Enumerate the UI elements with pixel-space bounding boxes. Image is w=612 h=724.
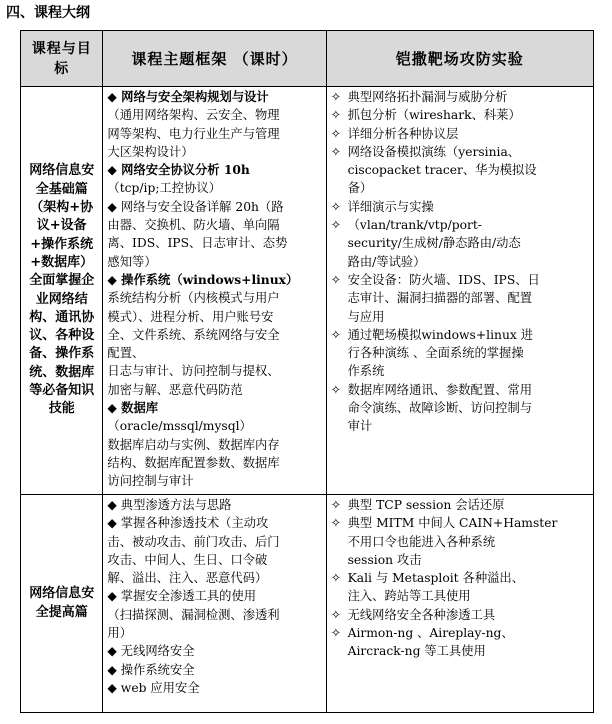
topic-line: 感知等） — [107, 254, 157, 269]
lab-text: 安全设备：防火墙、IDS、IPS、日 — [347, 272, 540, 287]
diamond-bullet-icon: ✧ — [330, 144, 341, 159]
topic-line: 日志与审计、访问控制与提权、 — [107, 364, 280, 379]
lab-text: 数据库网络通讯、参数配置、常用 — [347, 382, 533, 397]
lab-text: 网络设备模拟演练（yersinia、 — [347, 144, 521, 159]
lab-text: 注入、跨站等工具使用 — [347, 589, 471, 604]
topic-line: 模式）、进程分析、用户账号安 — [107, 309, 274, 324]
lab-line — [331, 362, 589, 380]
lab-line — [331, 417, 589, 435]
lab-text: 详细演示与实操 — [347, 199, 434, 214]
topic-line: ◆ 掌握各种渗透技术（主动攻 — [107, 516, 269, 531]
lab-text: 志审计、漏洞扫描器的部署、配置 — [347, 291, 533, 306]
lab-line — [331, 143, 589, 161]
lab-line — [331, 271, 589, 289]
lab-text: 详细分析各种协议层 — [347, 126, 459, 141]
lab-text: 通过靶场模拟windows+linux 进 — [347, 327, 533, 342]
lab-text: 备） — [347, 181, 373, 196]
topic-line: 解、溢出、注入、恶意代码） — [107, 571, 268, 586]
topic-line: （tcp/ip;工控协议） — [107, 181, 221, 196]
topic-line: 离、IDS、IPS、日志审计、态势 — [107, 236, 288, 251]
row2-labs — [326, 495, 593, 713]
course-outline-table — [20, 30, 594, 713]
lab-text: 作系统 — [347, 364, 385, 379]
lab-line — [331, 606, 589, 624]
lab-text: 审计 — [347, 419, 373, 434]
lab-line — [331, 514, 589, 532]
lab-line — [331, 234, 589, 252]
diamond-bullet-icon: ✧ — [330, 126, 341, 141]
lab-text: （vlan/trank/vtp/port- — [347, 218, 482, 233]
lab-line — [331, 587, 589, 605]
lab-text: Airmon-ng 、Aireplay-ng、 — [347, 626, 514, 641]
row2-topics — [103, 495, 326, 713]
topic-line: ◆ 操作系统安全 — [107, 662, 195, 677]
topic-line: （扫描探测、漏洞检测、渗透利 — [107, 607, 280, 622]
lab-text: Aircrack-ng 等工具使用 — [347, 644, 486, 659]
diamond-bullet-icon: ✧ — [330, 108, 341, 123]
lab-line — [331, 106, 589, 124]
topic-line: 击、被动攻击、前门攻击、后门 — [107, 534, 280, 549]
section-title: 四、课程大纲 — [6, 5, 90, 21]
lab-line — [331, 289, 589, 307]
lab-line — [331, 198, 589, 216]
topic-line: 网等架构、电力行业生产与管理 — [107, 126, 280, 141]
lab-text: 典型 MITM 中间人 CAIN+Hamster — [347, 516, 558, 531]
topic-line: ◆ 无线网络安全 — [107, 644, 195, 659]
header-course-topics: 课程主题框架 （课时） — [103, 31, 326, 87]
lab-line — [331, 161, 589, 179]
topic-line: （通用网络架构、云安全、物理 — [107, 108, 280, 123]
topic-line: 访问控制与审计 — [107, 474, 194, 489]
row1-topics — [103, 87, 326, 495]
lab-line — [331, 496, 589, 514]
lab-line — [331, 533, 589, 551]
lab-line — [331, 125, 589, 143]
diamond-bullet-icon: ✧ — [330, 218, 341, 233]
lab-text: Kali 与 Metasploit 各种溢出、 — [347, 571, 525, 586]
lab-line — [331, 642, 589, 660]
topic-line: ◆ 典型渗透方法与思路 — [107, 498, 232, 512]
lab-line — [331, 326, 589, 344]
diamond-bullet-icon: ✧ — [330, 607, 341, 622]
lab-text: 命令演练、故障诊断、访问控制与 — [347, 401, 533, 416]
diamond-bullet-icon: ✧ — [330, 382, 341, 397]
lab-text: 典型 TCP session 会话还原 — [347, 498, 505, 512]
topic-line: 用） — [107, 626, 133, 641]
lab-text: 典型网络拓扑漏洞与威胁分析 — [347, 90, 508, 104]
header-course-goal: 课程与目标 — [21, 31, 103, 87]
lab-text: session 攻击 — [347, 552, 422, 567]
lab-line — [331, 253, 589, 271]
topic-line: 系统结构分析（内核模式与用户 — [107, 291, 280, 306]
lab-line — [331, 624, 589, 642]
lab-text: 行各种演练 、全面系统的掌握操 — [347, 346, 524, 361]
topic-line: ◆ 数据库 — [107, 400, 159, 416]
diamond-bullet-icon: ✧ — [330, 199, 341, 214]
lab-line — [331, 308, 589, 326]
diamond-bullet-icon: ✧ — [330, 272, 341, 287]
row1-goal: 网络信息安全基础篇（架构+协议+设备+操作系统+数据库）全面掌握企业网络结构、通讯协议、各种设备、操作系统、数据库等必备知识技能 — [21, 87, 103, 495]
lab-text: 抓包分析（wireshark、科莱） — [347, 108, 521, 123]
lab-text: 路由/等试验） — [347, 254, 426, 269]
topic-line: 数据库启动与实例、数据库内存 — [107, 437, 280, 452]
topic-line: 由器、交换机、防火墙、单向隔 — [107, 218, 280, 233]
lab-line — [331, 551, 589, 569]
diamond-bullet-icon: ✧ — [330, 571, 341, 586]
table-header-row — [21, 31, 594, 87]
table-row — [21, 495, 594, 713]
diamond-bullet-icon: ✧ — [330, 516, 341, 531]
topic-line: 加密与解、恶意代码防范 — [107, 382, 243, 397]
topic-line: 全、文件系统、系统网络与安全 — [107, 327, 280, 342]
lab-text: 与应用 — [347, 309, 385, 324]
row1-labs — [326, 87, 593, 495]
lab-text: 不用口令也能进入各种系统 — [347, 534, 496, 549]
topic-line: （oracle/mssql/mysql） — [107, 419, 252, 434]
topic-line: 结构、数据库配置参数、数据库 — [107, 455, 280, 470]
topic-line: ◆ 网络与安全架构规划与设计 — [107, 89, 269, 104]
topic-line: ◆ 掌握安全渗透工具的使用 — [107, 589, 257, 604]
lab-line — [331, 569, 589, 587]
topic-line: ◆ 网络与安全设备详解 20h（路 — [107, 199, 284, 214]
lab-line — [331, 179, 589, 197]
lab-line — [331, 88, 589, 106]
table-row — [21, 87, 594, 495]
row2-goal: 网络信息安全提高篇 — [21, 495, 103, 713]
diamond-bullet-icon: ✧ — [330, 626, 341, 641]
diamond-bullet-icon: ✧ — [330, 498, 341, 512]
lab-text: ciscopacket tracer、华为模拟设 — [347, 163, 537, 178]
lab-text: 无线网络安全各种渗透工具 — [347, 607, 496, 622]
lab-text: security/生成树/静态路由/动态 — [347, 236, 521, 251]
topic-line: 大区架构设计） — [107, 144, 194, 159]
topic-line: 攻击、中间人、生日、口令破 — [107, 552, 268, 567]
diamond-bullet-icon: ✧ — [330, 327, 341, 342]
topic-line: 配置、 — [107, 346, 145, 361]
lab-line — [331, 344, 589, 362]
diamond-bullet-icon: ✧ — [330, 90, 341, 104]
topic-line: ◆ 操作系统（windows+linux） — [107, 271, 299, 287]
topic-line: ◆ web 应用安全 — [107, 680, 200, 695]
lab-line — [331, 216, 589, 234]
topic-line: ◆ 网络安全协议分析 10h — [107, 162, 250, 178]
header-lab: 铠撒靶场攻防实验 — [326, 31, 593, 87]
lab-line — [331, 399, 589, 417]
lab-line — [331, 381, 589, 399]
